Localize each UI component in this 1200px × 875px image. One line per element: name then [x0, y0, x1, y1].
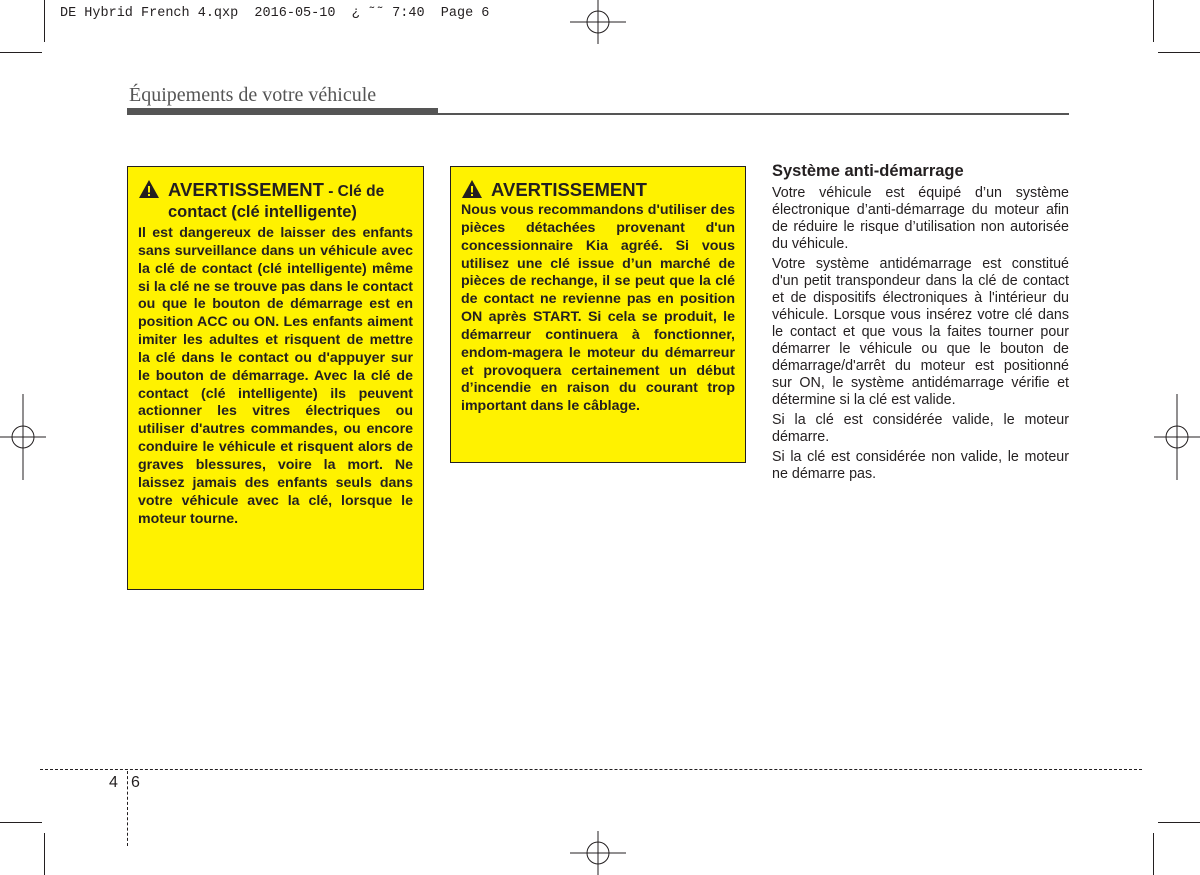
warning-title — [461, 179, 735, 200]
warning-title-suffix: - Clé de — [323, 183, 385, 200]
title-rule-thick — [127, 108, 438, 115]
crop-mark — [1158, 52, 1200, 53]
crop-mark — [0, 822, 42, 823]
crop-mark — [44, 833, 45, 875]
warning-box-smart-key — [127, 166, 424, 590]
immobilizer-paragraph: Si la clé est considérée non valide, le moteur ne démarre pas. — [772, 449, 1069, 482]
crop-mark — [1158, 822, 1200, 823]
registration-mark-icon — [570, 831, 626, 875]
registration-mark-icon — [570, 0, 626, 44]
warning-body: Il est dangereux de laisser des enfants sans surveillance dans un véhicule avec la clé de contact (clé intelligente) même si la clé ne se trouve pas dans le contact ou que le bouton de démarrage est en position ACC ou ON. Les enfants aiment imiter les adultes et risquent de mettre la clé dans le contact ou d'appuyer sur le bouton de démarrage. Avec la clé de contact (clé intelligente) ils peuvent actionner les vitres électriques ou utiliser d'autres commandes, ou encore conduire le véhicule et risquent alors de graves blessures, voire la mort. Ne laissez jamais des enfants seuls dans votre véhicule avec la clé, lorsque le moteur tourne. — [138, 225, 413, 527]
crop-mark — [44, 0, 45, 42]
footer-divider — [127, 771, 128, 846]
immobilizer-paragraph: Votre véhicule est équipé d’un système électronique d’anti-démarrage du moteur afin de réduire le risque d’utilisation non autorisée du véhicule. — [772, 185, 1069, 252]
warning-box-parts — [450, 166, 746, 463]
page-number: 6 — [131, 774, 140, 791]
warning-title-main: AVERTISSEMENT — [168, 179, 324, 200]
registration-mark-icon — [1154, 394, 1200, 480]
footer-rule — [40, 769, 1142, 770]
warning-title-line2: contact (clé intelligente) — [168, 203, 357, 221]
section-title: Équipements de votre véhicule — [129, 84, 377, 106]
title-rule-thin — [438, 113, 1069, 115]
registration-mark-icon — [0, 394, 46, 480]
immobilizer-heading: Système anti-démarrage — [772, 162, 964, 180]
warning-title-main: AVERTISSEMENT — [491, 179, 647, 200]
crop-mark — [1153, 833, 1154, 875]
warning-triangle-icon — [461, 179, 483, 199]
crop-mark — [0, 52, 42, 53]
print-slug: DE Hybrid French 4.qxp 2016-05-10 ¿ ˜˜ 7:40 Page 6 — [60, 6, 490, 21]
immobilizer-section — [772, 160, 1069, 486]
warning-body: Nous vous recommandons d'utiliser des pièces détachées provenant d'un concessionnaire Kia agréé. Si vous utilisez une clé issue d’un marché de pièces de rechange, il se peut que la clé de contact ne revienne pas en position ON après START. Si cela se produit, le démarreur continuera à fonctionner, endom-magera le moteur du démarreur et provoquera certainement un début d’incendie en raison du courant trop important dans le câblage. — [461, 202, 735, 415]
immobilizer-paragraph: Si la clé est considérée valide, le moteur démarre. — [772, 412, 1069, 445]
warning-title — [138, 179, 413, 202]
chapter-number: 4 — [109, 774, 118, 791]
crop-mark — [1153, 0, 1154, 42]
immobilizer-paragraph: Votre système antidémarrage est constitué d'un petit transpondeur dans la clé de contact et de dispositifs électroniques à l'intérieur du véhicule. Lorsque vous insérez votre clé dans le contact et que vous la faites tourner pour démarrer le véhicule ou que le bouton de démarrage/d'arrêt du moteur est positionné sur ON, le système antidémarrage vérifie et détermine si la clé est valide. — [772, 256, 1069, 408]
warning-triangle-icon — [138, 179, 160, 199]
